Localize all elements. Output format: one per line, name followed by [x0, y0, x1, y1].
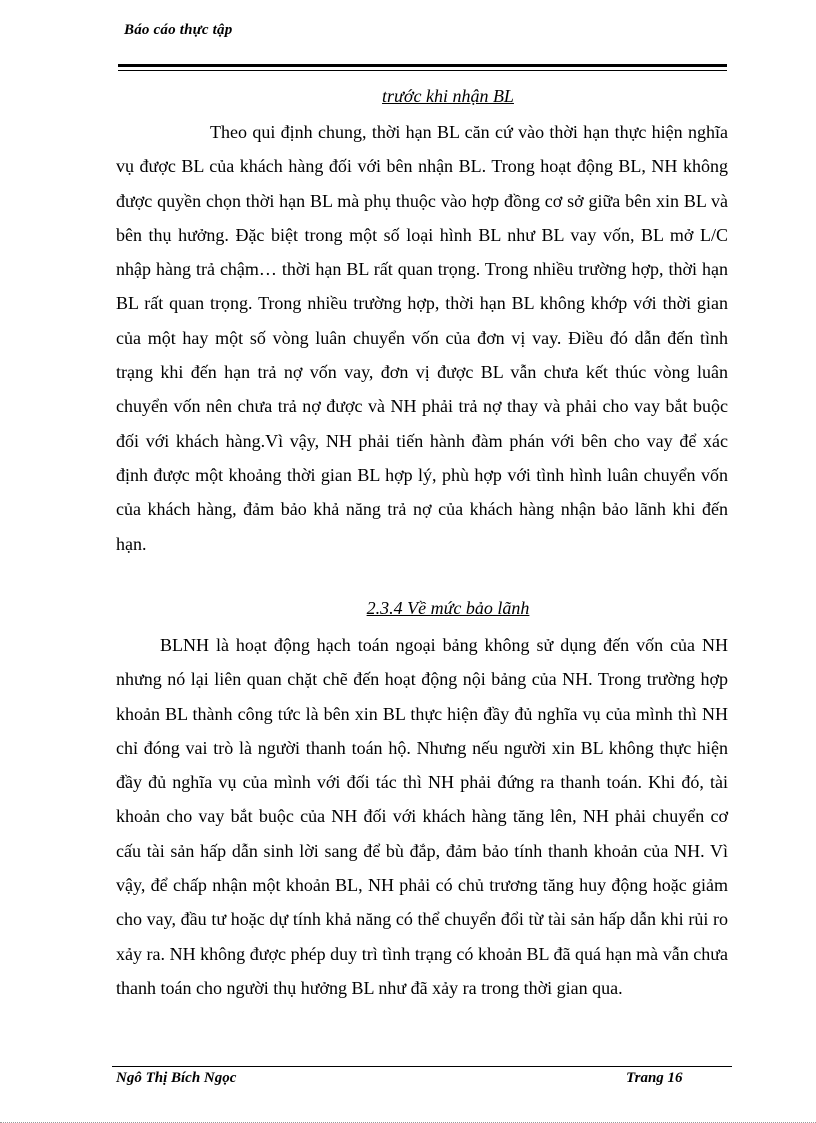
header-rule-thick: [118, 64, 727, 67]
header-title: Báo cáo thực tập: [124, 22, 233, 38]
body-paragraph: Theo qui định chung, thời hạn BL căn cứ vào thời hạn thực hiện nghĩa vụ được BL của khách hàng đối với bên nhận BL. Trong hoạt động BL, NH không được quyền chọn thời hạn BL mà phụ thuộc vào hợp đồng cơ sở giữa bên xin BL và bên thụ hưởng. Đặc biệt trong một số loại hình BL như BL vay vốn, BL mở L/C nhập hàng trả chậm… thời hạn BL rất quan trọng. Trong nhiều trường hợp, thời hạn BL rất quan trọng. Trong nhiều trường hợp, thời hạn BL không khớp với thời gian của một hay một số vòng luân chuyển vốn của đơn vị vay. Điều đó dẫn đến tình trạng khi đến hạn trả nợ vốn vay, đơn vị được BL vẫn chưa kết thúc vòng luân chuyển vốn nên chưa trả nợ được và NH phải trả nợ thay và phải cho vay bắt buộc đối với khách hàng.Vì vậy, NH phải tiến hành đàm phán với bên cho vay để xác định được một khoảng thời gian BL hợp lý, phù hợp với tình hình luân chuyển vốn của khách hàng, đảm bảo khả năng trả nợ của khách hàng nhận bảo lãnh khi đến hạn.: [116, 122, 728, 554]
footer-author: Ngô Thị Bích Ngọc: [116, 1070, 237, 1086]
header-rule-thin: [118, 70, 727, 71]
footer-rule: [112, 1066, 732, 1067]
section-heading: trước khi nhận BL: [382, 86, 514, 106]
page-number: Trang 16: [626, 1070, 683, 1086]
section-heading: 2.3.4 Về mức bảo lãnh: [366, 598, 530, 618]
body-paragraph: BLNH là hoạt động hạch toán ngoại bảng không sử dụng đến vốn của NH nhưng nó lại liên quan chặt chẽ đến hoạt động nội bảng của NH. Trong trường hợp khoản BL thành công tức là bên xin BL thực hiện đầy đủ nghĩa vụ của mình thì NH chỉ đóng vai trò là người thanh toán hộ. Nhưng nếu người xin BL không thực hiện đầy đủ nghĩa vụ của mình với đối tác thì NH phải đứng ra thanh toán. Khi đó, tài khoản cho vay bắt buộc của NH đối với khách hàng tăng lên, NH phải chuyển cơ cấu tài sản hấp dẫn sinh lời sang để bù đắp, đảm bảo tính thanh khoản của NH. Vì vậy, để chấp nhận một khoản BL, NH phải có chủ trương tăng huy động hoặc giảm cho vay, đầu tư hoặc dự tính khả năng có thể chuyển đổi từ tài sản hấp dẫn khi rủi ro xảy ra. NH không được phép duy trì tình trạng có khoản BL đã quá hạn mà vẫn chưa thanh toán cho người thụ hưởng BL như đã xảy ra trong thời gian qua.: [116, 635, 728, 998]
